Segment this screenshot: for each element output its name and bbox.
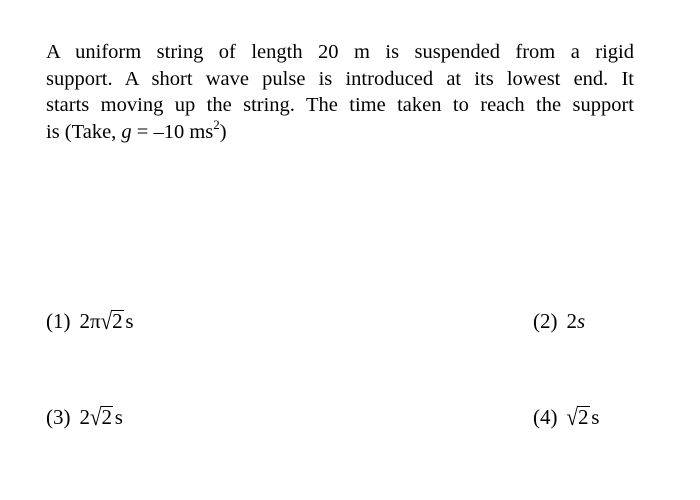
- question-line-4-prefix: is (Take,: [46, 120, 122, 143]
- option-4-radicand: 2: [578, 405, 589, 429]
- option-1-number: (1): [46, 309, 71, 333]
- question-text: [46, 39, 634, 145]
- square-root-icon: √: [100, 307, 113, 335]
- question-line-4: [46, 116, 634, 146]
- square-root-icon: √: [90, 403, 102, 431]
- option-4[interactable]: [533, 404, 599, 430]
- option-1-unit: s: [125, 309, 134, 333]
- question-line-1: A uniform string of length 20 m is suspended from a rigid: [46, 41, 634, 63]
- option-2-unit: s: [577, 309, 586, 333]
- gravity-value: = –10 ms: [131, 120, 214, 143]
- option-3-radicand: 2: [101, 405, 113, 429]
- option-2-value: 2: [566, 309, 577, 333]
- question-line-3: starts moving up the string. The time taken to reach the support: [46, 94, 634, 116]
- option-1[interactable]: [46, 308, 134, 334]
- option-2-number: (2): [533, 309, 558, 333]
- square-root-icon: √: [566, 403, 579, 431]
- gravity-exponent: 2: [213, 116, 220, 132]
- option-3-unit: s: [114, 405, 123, 429]
- question-line-4-suffix: ): [219, 120, 227, 143]
- option-4-unit: s: [591, 405, 600, 429]
- question-line-2: support. A short wave pulse is introduced at its lowest end. It: [46, 67, 634, 90]
- option-1-radicand: 2: [112, 309, 123, 333]
- gravity-symbol: g: [121, 120, 132, 143]
- option-3-number: (3): [46, 405, 71, 429]
- option-3[interactable]: [46, 404, 123, 430]
- option-3-prefix: 2: [79, 405, 90, 429]
- option-4-number: (4): [533, 405, 558, 429]
- option-2[interactable]: [533, 308, 585, 334]
- option-1-prefix: 2π: [79, 309, 101, 333]
